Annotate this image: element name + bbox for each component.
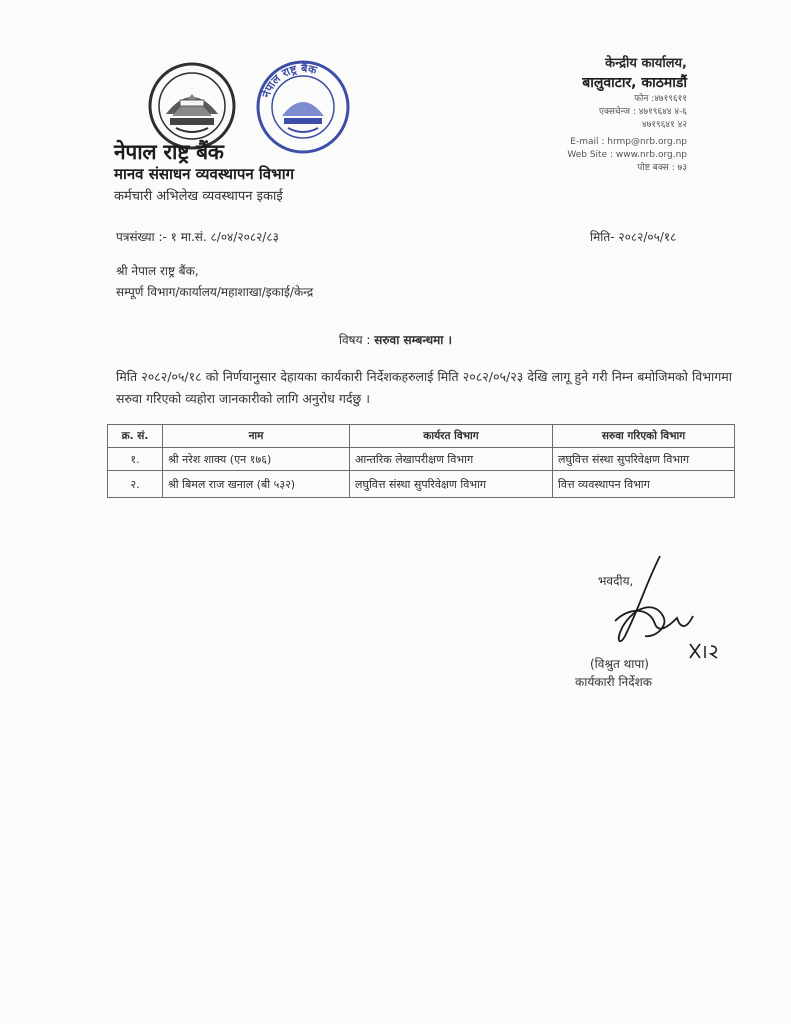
header-name: नाम [163,425,350,448]
office-title: केन्द्रीय कार्यालय, [605,56,687,71]
exchange-line-2: ४७१९६४१ ४२ [642,120,687,130]
bank-name: नेपाल राष्ट्र बैंक [114,140,224,164]
svg-text:नेपाल राष्ट्र बैंक [258,61,318,100]
subject-text: सरुवा सम्बन्धमा । [374,333,453,347]
logo-group [146,58,376,148]
cell-serial: २. [108,471,163,498]
subject-label: विषय : [338,333,371,347]
bank-seal-icon [254,58,352,156]
closing-salutation: भवदीय, [598,574,634,588]
recipient-line-2: सम्पूर्ण विभाग/कार्यालय/महाशाखा/इकाई/केन्द्र [116,285,314,299]
table-row [108,471,735,498]
header-current-dept: कार्यरत विभाग [350,425,553,448]
office-address-block [567,54,687,175]
office-location: बालुवाटार, काठमाडौं [582,75,687,91]
email: E-mail : hrmp@nrb.org.np [570,137,687,147]
signatory-name: (विश्रुत थापा) [590,657,649,671]
reference-number: पत्रसंख्या :- १ मा.सं. ८/०४/२०८२/८३ [116,230,279,244]
unit-name: कर्मचारी अभिलेख व्यवस्थापन इकाई [114,189,283,204]
cell-name: श्री नरेश शाक्य (एन १७६) [163,448,350,471]
cell-transferred-dept: लघुवित्त संस्था सुपरिवेक्षण विभाग [553,448,735,471]
seal-arc-text: नेपाल राष्ट्र बैंक [259,61,318,100]
cell-current-dept: आन्तरिक लेखापरीक्षण विभाग [350,448,553,471]
exchange-line-1: एक्सचेन्ज : ४७१९६४४ ४-६ [599,107,687,117]
cell-name: श्री बिमल राज खनाल (बी ५३२) [163,471,350,498]
recipient-line-1: श्री नेपाल राष्ट्र बैंक, [116,264,199,278]
header-transferred-dept: सरुवा गरिएको विभाग [553,425,735,448]
transfer-table [107,424,735,498]
department-name: मानव संसाधन व्यवस्थापन विभाग [114,165,295,183]
subject-line [0,331,791,348]
signatory-designation: कार्यकारी निर्देशक [575,675,652,689]
letter-body: मिति २०८२/०५/१८ को निर्णयानुसार देहायका कार्यकारी निर्देशकहरुलाई मिति २०८२/०५/२३ देखि लागू हुने गरी निम्न बमोजिमको विभागमा सरुवा गरिएको व्यहोरा जानकारीको लागि अनुरोध गर्दछु । [116,369,732,406]
cell-serial: १. [108,448,163,471]
table-row [108,448,735,471]
letter-date: मिति- २०८२/०५/१८ [590,230,677,244]
po-box: पोष्ट बक्स : ७३ [637,163,687,173]
cell-current-dept: लघुवित्त संस्था सुपरिवेक्षण विभाग [350,471,553,498]
header-serial: क्र. सं. [108,425,163,448]
table-header-row [108,425,735,448]
website: Web Site : www.nrb.org.np [567,150,687,160]
phone: फोन :४७१९६११ [634,94,687,104]
cell-transferred-dept: वित्त व्यवस्थापन विभाग [553,471,735,498]
